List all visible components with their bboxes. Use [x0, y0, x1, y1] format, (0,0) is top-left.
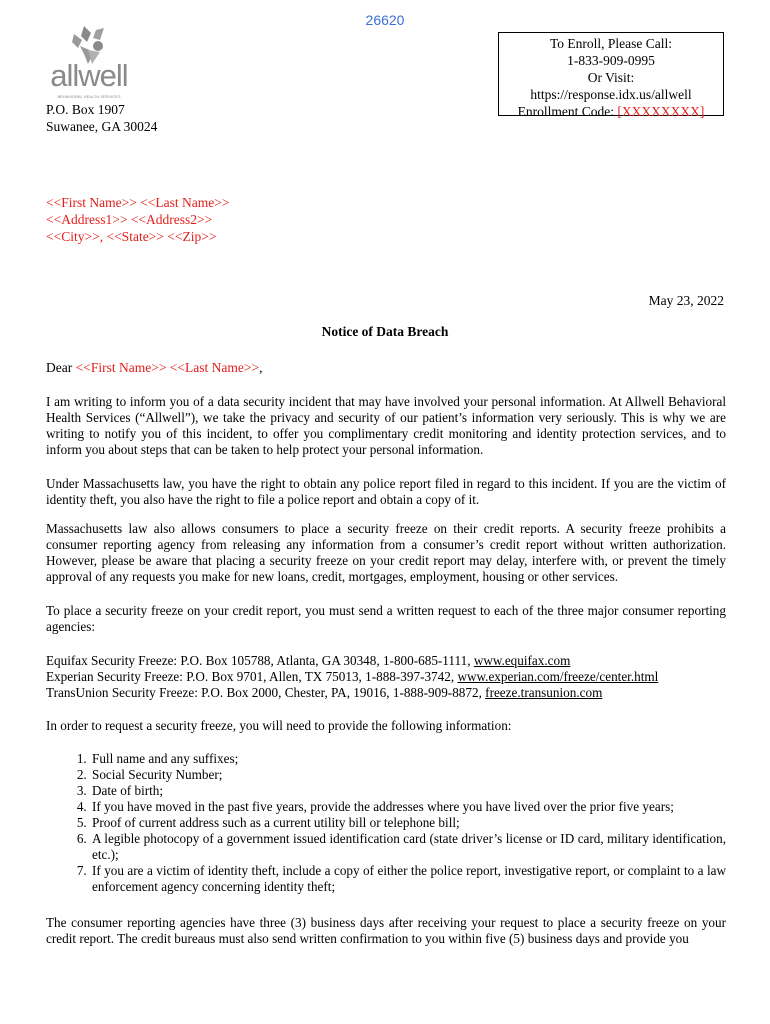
agency-transunion-text: TransUnion Security Freeze: P.O. Box 2000, Chester, PA, 19016, 1-888-909-8872, [46, 685, 486, 700]
enroll-visit-label: Or Visit: [587, 70, 635, 85]
salutation [46, 360, 263, 376]
requirement-item: 1. Full name and any suffixes; [90, 751, 726, 767]
recipient-name: <<First Name>> <<Last Name>> [46, 195, 230, 210]
agency-equifax-text: Equifax Security Freeze: P.O. Box 105788, Atlanta, GA 30348, 1-800-685-1111, [46, 653, 474, 668]
agency-list [46, 653, 726, 701]
salutation-name: <<First Name>> <<Last Name>> [75, 360, 260, 375]
recipient-street: <<Address1>> <<Address2>> [46, 212, 213, 227]
return-address [46, 101, 157, 135]
paragraph-intro: I am writing to inform you of a data security incident that may have involved your personal information. At Allwell Behavioral Health Services (“Allwell”), we take the privacy and security of our patient’s information very seriously. This is why we are writing to notify you of this incident, to offer you complimentary credit monitoring and identity protection services, and to inform you about steps that can be taken to help protect your personal information. [46, 394, 726, 457]
paragraph-processing-time: The consumer reporting agencies have three (3) business days after receiving your request to place a security freeze on your credit report. The credit bureaus must also send written confirmation to you within five (5) business days and provide you [46, 915, 726, 946]
equifax-link[interactable]: www.equifax.com [473, 653, 571, 668]
logo-subtext: BEHAVIORAL HEALTH SERVICES [57, 94, 121, 99]
requirement-item: 4. If you have moved in the past five years, provide the addresses where you have lived over the prior five years; [90, 799, 726, 815]
enrollment-code-label: Enrollment Code: [517, 104, 618, 119]
salutation-suffix: , [259, 360, 263, 375]
enrollment-code [499, 103, 723, 120]
paragraph-freeze-request: To place a security freeze on your credit report, you must send a written request to each of the three major consumer reporting agencies: [46, 603, 726, 634]
requirement-item: 7. If you are a victim of identity theft, include a copy of either the police report, investigative report, or complaint to a law enforcement agency concerning identity theft; [90, 863, 726, 895]
agency-experian-text: Experian Security Freeze: P.O. Box 9701, Allen, TX 75013, 1-888-397-3742, [46, 669, 458, 684]
allwell-logo [44, 24, 134, 104]
transunion-link[interactable]: freeze.transunion.com [485, 685, 603, 700]
requirement-item: 2. Social Security Number; [90, 767, 726, 783]
paragraph-police-report: Under Massachusetts law, you have the right to obtain any police report filed in regard to this incident. If you are the victim of identity theft, you also have the right to file a police report and obtain a copy of it. [46, 476, 726, 507]
return-address-line: P.O. Box 1907 [46, 102, 125, 117]
enroll-url[interactable]: https://response.idx.us/allwell [530, 87, 692, 102]
agency-equifax [46, 653, 726, 669]
requirement-item: 3. Date of birth; [90, 783, 726, 799]
agency-experian [46, 669, 726, 685]
paragraph-security-freeze: Massachusetts law also allows consumers to place a security freeze on their credit reports. A security freeze prohibits a consumer reporting agency from releasing any information from a consumer’s credit report without written authorization. However, please be aware that placing a security freeze on your credit report may delay, interfere with, or prevent the timely approval of any requests you make for new loans, credit, mortgages, employment, housing or other services. [46, 521, 726, 584]
enroll-phone: 1-833-909-0995 [567, 53, 655, 68]
salutation-prefix: Dear [46, 360, 76, 375]
experian-link[interactable]: www.experian.com/freeze/center.html [457, 669, 659, 684]
enrollment-box [498, 32, 724, 119]
notice-title: Notice of Data Breach [321, 324, 449, 339]
logo-wordmark: allwell [50, 58, 128, 93]
agency-transunion [46, 685, 726, 701]
requirement-item: 6. A legible photocopy of a government issued identification card (state driver’s license or ID card, military identification, etc.); [90, 831, 726, 863]
recipient-city: <<City>>, <<State>> <<Zip>> [46, 229, 217, 244]
paragraph-required-info: In order to request a security freeze, you will need to provide the following information: [46, 718, 512, 733]
enroll-call-label: To Enroll, Please Call: [549, 36, 673, 51]
letter-date: May 23, 2022 [648, 293, 724, 308]
enrollment-code-value: [XXXXXXXX] [617, 104, 705, 119]
requirements-list [46, 751, 726, 895]
requirement-item: 5. Proof of current address such as a current utility bill or telephone bill; [90, 815, 726, 831]
document-number: 26620 [365, 12, 405, 28]
return-address-line: Suwanee, GA 30024 [46, 119, 158, 134]
recipient-address [46, 194, 230, 245]
